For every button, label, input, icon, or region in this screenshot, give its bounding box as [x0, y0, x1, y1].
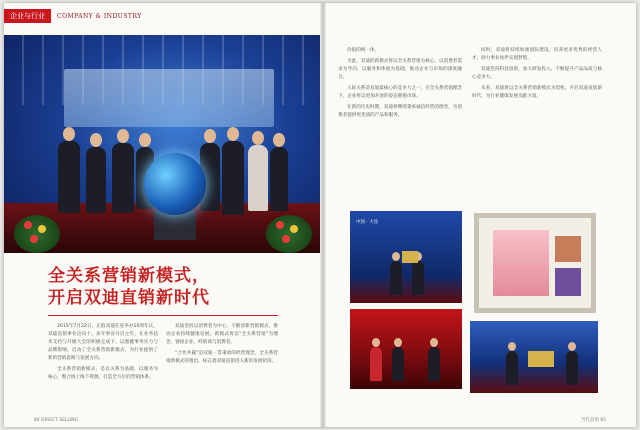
paragraph: 2015年7月22日，正值双迪在连举办10周年庆，双迪直销事业迈向十。多年事业开启之年，在业务技术支持与升级大会的积极完成下，以强健事务实力与品牌影响，启动了全关系营销新模式，为行业提供了新的营销思路与发展方向。: [48, 324, 158, 361]
paragraph: 在新的历史时期，双迪将继续秉承诚信经营的理念，为消费者提供更优质的产品和服务。: [338, 105, 462, 118]
left-column-2: [166, 323, 278, 413]
framed-artwork-photo: [474, 213, 596, 313]
artwork-main: [493, 230, 549, 296]
artwork-thumbnail: [555, 236, 581, 262]
person: [248, 145, 268, 211]
paragraph: 双迪坚持以消费者为中心，不断创新营销模式，推动企业持续健康发展。新模式将以“全关系营销”为理念，链接企业、经销商与消费者。: [166, 324, 278, 345]
person: [392, 347, 404, 381]
right-column-1: [338, 47, 462, 209]
person: [506, 351, 518, 385]
crystal-globe: [144, 153, 206, 215]
person: [222, 141, 244, 215]
headline-line-2: 开启双迪直销新时代: [48, 288, 210, 308]
person: [370, 347, 382, 381]
artwork-thumbnail: [555, 268, 581, 296]
person: [58, 141, 80, 213]
award-photo-3: [470, 321, 598, 393]
right-column-2: [472, 47, 602, 209]
section-english-title: COMPANY & INDUSTRY: [57, 12, 142, 20]
award-plaque: [528, 351, 554, 367]
flower-arrangement: [14, 215, 60, 253]
stage-backdrop: [64, 69, 274, 127]
paragraph: 双迪坚持科技创新，加大研发投入，不断提升产品品质与核心竞争力。: [472, 67, 602, 80]
person: [566, 351, 578, 385]
paragraph: “合作共赢”是双迪一贯秉承的经营理念，全关系营销新模式的推出，标志着双迪直销进入新的发展阶段。: [166, 351, 278, 364]
footer-right: 当代直销 85: [580, 418, 606, 423]
person: [412, 261, 424, 295]
paragraph: 人际关系是双迪最核心的竞争力之一，在全关系营销理念下，企业将以更加开放的姿态拥抱市场。: [338, 86, 462, 99]
page-gutter: [320, 3, 326, 427]
paragraph: 同时，双迪将持续加强团队建设，培养更多优秀的经营人才，助力事业伙伴实现梦想。: [472, 48, 602, 61]
flower-arrangement: [266, 215, 312, 253]
paragraph: 未来，双迪将以全关系营销新模式为契机，开启双迪直销新时代，为行业健康发展贡献力量。: [472, 86, 602, 99]
photo-caption: 中国 · 大连: [356, 220, 379, 225]
award-photo-2: [350, 309, 462, 389]
section-header: [4, 9, 142, 23]
person: [270, 147, 288, 211]
person: [86, 147, 106, 213]
headline-rule: [48, 315, 278, 316]
section-tag: 企业与行业: [4, 9, 51, 23]
footer-left: 84 DIRECT SELLING: [34, 418, 79, 423]
event-photo: [4, 35, 320, 253]
person: [112, 143, 134, 213]
article-headline: [48, 265, 288, 309]
person: [390, 261, 402, 295]
paragraph: 价值的统一体。: [347, 48, 380, 53]
left-column-1: [48, 323, 158, 413]
headline-line-1: 全关系营销新模式，: [48, 266, 210, 286]
magazine-spread: [4, 3, 636, 427]
person: [428, 347, 440, 381]
paragraph: 全关系营销新模式，是以关系为基础，以服务为核心，整合线上线下资源，打造全方位的营销体系。: [48, 367, 158, 380]
paragraph: 为此，双迪的新模式将以全关系营销为核心，以消费者需求为导向，以服务和体验为基础，推动企业与市场的深度融合。: [338, 59, 462, 80]
award-plaque: [402, 251, 418, 263]
